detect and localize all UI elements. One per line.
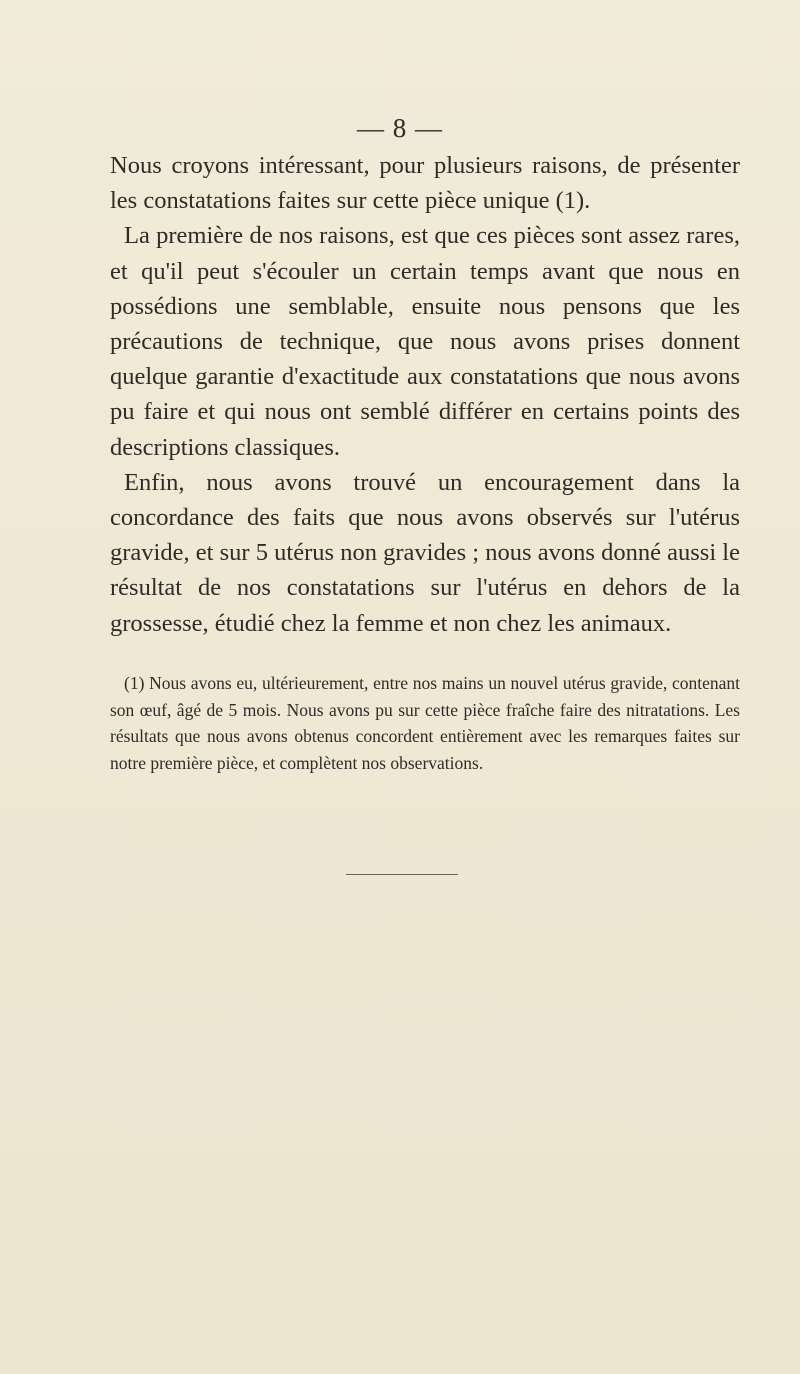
paragraph-first-reason: La première de nos raisons, est que ces pièces sont assez rares, et qu'il peut s'écouler un certain temps avant que nous en possédions une semblable, ensuite nous pensons que les précautions de technique, que nous avons prises donnent quelque garantie d'exactitude aux constatations que nous avons pu faire et qui nous ont semblé différer en certains points des descriptions classiques. [110, 222, 740, 461]
paragraph-encouragement: Enfin, nous avons trouvé un encouragement dans la concordance des faits que nous avons observés sur l'utérus gravide, et sur 5 utérus non gravides ; nous avons donné aussi le résultat de nos constatations sur l'utérus en dehors de la grossesse, étudié chez la femme et non chez les animaux. [110, 468, 740, 637]
section-divider [346, 874, 458, 875]
page-number: — 8 — [357, 113, 443, 143]
footnote: (1) Nous avons eu, ultérieurement, entre nos mains un nouvel utérus gravide, contenant son œuf, âgé de 5 mois. Nous avons pu sur cette pièce fraîche faire des nitratations. Les résultats que nous avons obtenus concordent entièrement avec les remarques faites sur notre première pièce, et complètent nos observations. [110, 673, 740, 773]
footnote-block [110, 670, 740, 776]
main-text [110, 148, 740, 641]
paragraph-intro: Nous croyons intéressant, pour plusieurs raisons, de présenter les constatations faites sur cette pièce unique (1). [110, 152, 740, 215]
